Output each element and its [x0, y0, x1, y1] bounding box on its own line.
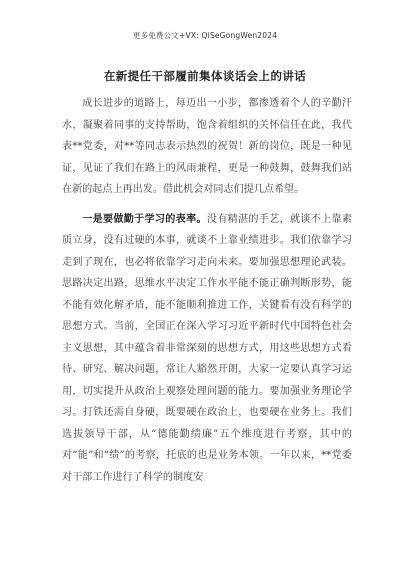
document-body — [62, 93, 352, 488]
section-1-lead: 一是要做勤于学习的表率。 — [82, 213, 207, 225]
document-title: 在新提任干部履前集体谈话会上的讲话 — [103, 69, 307, 83]
section-1-paragraph — [62, 209, 352, 489]
header-note: 更多免费公文+VX: QiSeGongWen2024 — [132, 31, 278, 40]
intro-paragraph: 成长进步的道路上，每迈出一小步，都渗透着个人的辛勤汗水，凝聚着同事的支持帮助，饱含着组织的关怀信任在此，我代表**党委，对**等同志表示热烈的祝贺！新的岗位，既是一种见证，见证了我们在路上的风雨兼程，更是一种鼓舞，鼓舞我们站在新的起点上再出发。借此机会对同志们提几点希望。 — [62, 98, 352, 195]
section-1-body: 没有精湛的手艺，就谈不上靠素质立身，没有过硬的本事，就谈不上靠业绩进步。我们依靠学习走到了现在，也必将依靠学习走向未来。要加强思想理论武装。思路决定出路，思维水平决定工作水平能不能正确判断形势，能不能有效化解矛盾，能不能顺利推进工作，关键看有没有科学的思想方式。当前，全国正在深入学习习近平新时代中国特色社会主义思想，其中蕴含着非常深刻的思想方式，用这些思想方式看待、研究、解决问题，常让人豁然开朗，大家一定要认真学习运用，切实提升从政治上观察处理问题的能力。要加强业务理论学习。打铁还需自身硬，既要硬在政治上，也要硬在业务上。我们选拔领导干部，从“德能勤绩廉”五个维度进行考察，其中的对“能”和“绩”的考察，托底的也是业务本领。一年以来，**党委对干部工作进行了科学的制度安 — [62, 213, 353, 483]
